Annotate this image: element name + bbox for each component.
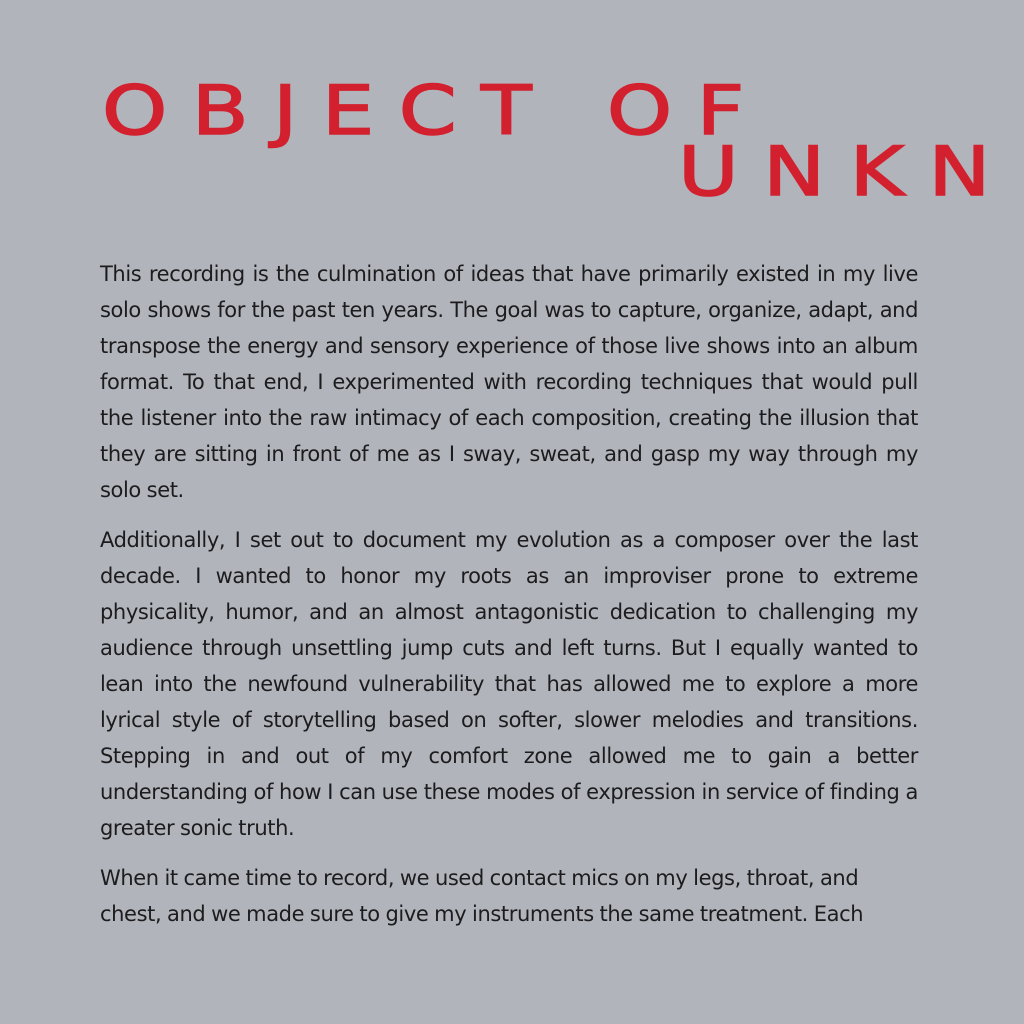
paragraph-3: When it came time to record, we used contact mics on my legs, throat, and chest, and we made sure to give my instruments the same treatment. Each <box>100 866 864 926</box>
liner-notes-body <box>100 256 918 946</box>
paragraph-2: Additionally, I set out to document my evolution as a composer over the last decade. I wanted to honor my roots as an improviser prone to extreme physicality, humor, and an almost antagonistic dedication to challenging my audience through unsettling jump cuts and left turns. But I equally wanted to lean into the newfound vulnerability that has allowed me to explore a more lyrical style of storytelling based on softer, slower melodies and transitions. Stepping in and out of my comfort zone allowed me to gain a better understanding of how I can use these modes of expression in service of finding a greater sonic truth. <box>100 528 918 840</box>
paragraph-1: This recording is the culmination of ideas that have primarily existed in my live solo shows for the past ten years. The goal was to capture, organize, adapt, and transpose the energy and sensory experience of those live shows into an album format. To that end, I experimented with recording techniques that would pull the listener into the raw intimacy of each composition, creating the illusion that they are sitting in front of me as I sway, sweat, and gasp my way through my solo set. <box>100 262 918 502</box>
title-line-2: UNKN <box>678 133 1015 212</box>
title-line-1: OBJECT OF <box>102 72 769 151</box>
